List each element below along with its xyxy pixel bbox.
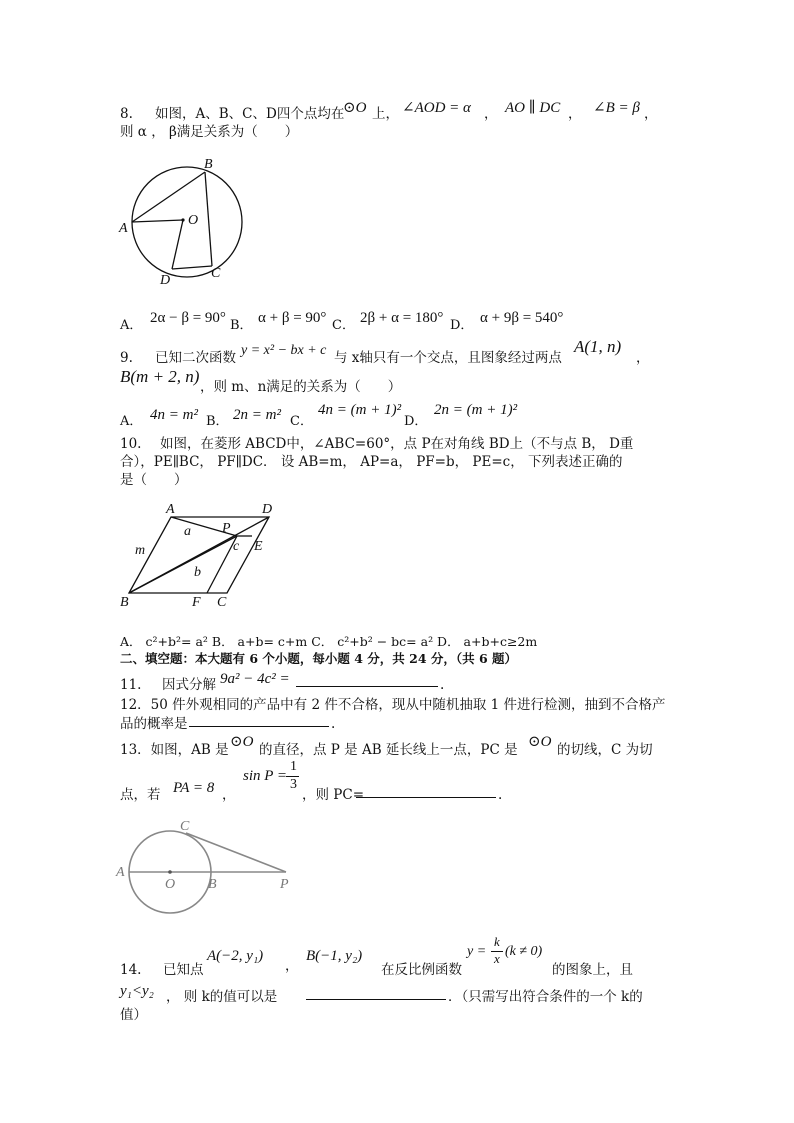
q8-number: 8. bbox=[120, 106, 133, 122]
q8-comma3: ， bbox=[644, 106, 658, 122]
q13-circle-o1: ⊙O bbox=[230, 734, 254, 750]
section2-heading: 二、填空题：本大题有 6 个小题，每小题 4 分，共 24 分，（共 6 题） bbox=[120, 651, 518, 666]
q14-comma: ， bbox=[285, 958, 299, 974]
q10-rhombus-figure bbox=[110, 498, 285, 613]
q8-cond3: ∠B = β bbox=[593, 100, 640, 116]
q13-label-p: P bbox=[280, 877, 289, 892]
q9-func: y = x² − bx + c bbox=[241, 343, 327, 358]
q10-label-m: m bbox=[135, 543, 146, 558]
q8-label-b: B bbox=[204, 157, 213, 172]
q11-answer-blank[interactable] bbox=[296, 674, 438, 687]
q9-option-c-label: C． bbox=[290, 414, 313, 429]
q12-end: . bbox=[331, 716, 336, 732]
q13-frac-den: 3 bbox=[290, 777, 297, 792]
q11-text: 因式分解 bbox=[162, 677, 216, 693]
q13-frac-num: 1 bbox=[290, 759, 297, 774]
q14-text5: ．（只需写出符合条件的一个 k的 bbox=[448, 989, 643, 1005]
q9-option-d: 2n = (m + 1)² bbox=[434, 402, 518, 418]
q11-expr: 9a² − 4c² = bbox=[220, 671, 290, 687]
q13-end: . bbox=[498, 787, 503, 803]
q8-option-a-label: A． bbox=[120, 318, 143, 333]
q8-comma1: ， bbox=[484, 106, 498, 122]
q8-option-a: 2α − β = 90° bbox=[150, 310, 226, 326]
q9-option-b: 2n = m² bbox=[233, 407, 281, 423]
q11-end: . bbox=[440, 677, 445, 693]
q12-line2: 品的概率是 bbox=[120, 716, 188, 732]
q8-text-a: 如图，A、B、C、D四个点均在 bbox=[155, 106, 345, 122]
q14-text1: 已知点 bbox=[163, 962, 204, 978]
q14-cond: y₁<y₂ bbox=[120, 983, 154, 999]
q14-frac-den: x bbox=[494, 951, 500, 966]
q12-answer-blank[interactable] bbox=[189, 714, 329, 727]
q9-option-c: 4n = (m + 1)² bbox=[318, 402, 402, 418]
q10-label-d: D bbox=[262, 502, 273, 517]
q14-text2: 在反比例函数 bbox=[381, 962, 462, 978]
q13-line1-a: 13．如图，AB 是 bbox=[120, 742, 229, 758]
q9-text3: ，则 m、n满足的关系为（ ） bbox=[200, 379, 402, 395]
q14-frac-num: k bbox=[494, 934, 500, 949]
q13-circle-o2: ⊙O bbox=[528, 734, 552, 750]
q14-number: 14. bbox=[120, 962, 142, 978]
q10-label-p: P bbox=[222, 521, 231, 536]
q10-label-a-small: a bbox=[184, 524, 191, 539]
q13-line1-b: 的直径，点 P 是 AB 延长线上一点，PC 是 bbox=[259, 742, 518, 758]
q9-option-d-label: D． bbox=[404, 414, 428, 429]
q13-label-b: B bbox=[208, 877, 217, 892]
q9-point-a: A(1, n) bbox=[574, 337, 622, 356]
q13-label-a: A bbox=[116, 865, 125, 880]
q8-line2: 则 α ， β满足关系为（ ） bbox=[120, 124, 299, 140]
q9-option-a-label: A． bbox=[120, 414, 143, 429]
q13-answer-blank[interactable] bbox=[356, 785, 496, 798]
q14-text4: ， 则 k的值可以是 bbox=[166, 989, 278, 1005]
q13-tangent-figure bbox=[110, 812, 300, 917]
q13-cond1: PA = 8 bbox=[173, 780, 215, 796]
q8-label-o: O bbox=[188, 213, 199, 228]
q11-number: 11. bbox=[120, 677, 142, 693]
q13-label-o: O bbox=[165, 877, 176, 892]
q8-option-c: 2β + α = 180° bbox=[360, 310, 444, 326]
q10-label-e: E bbox=[254, 539, 263, 554]
q9-text2: 与 x轴只有一个交点，且图象经过两点 bbox=[334, 350, 562, 366]
q10-label-c: C bbox=[217, 595, 227, 610]
q13-line2-b: ，则 PC= bbox=[302, 787, 365, 803]
q8-text-b: 上， bbox=[372, 106, 399, 122]
q10-label-c-small: c bbox=[233, 539, 240, 554]
q8-cond2: AO ∥ DC bbox=[505, 100, 561, 116]
q8-option-c-label: C． bbox=[332, 318, 355, 333]
q10-options: A． c²+b²= a² B． a+b= c+m C． c²+b² − bc= a² D． a+b+c≥2m bbox=[120, 634, 538, 649]
q9-comma: ， bbox=[636, 350, 650, 366]
q9-text1: 已知二次函数 bbox=[155, 350, 236, 366]
q10-label-f: F bbox=[192, 595, 201, 610]
q8-label-c: C bbox=[211, 266, 221, 281]
q8-cond1: ∠AOD = α bbox=[402, 100, 471, 116]
q8-option-d-label: D． bbox=[450, 318, 474, 333]
q14-point-a: A(−2, y₁) bbox=[207, 948, 264, 964]
q8-comma2: ， bbox=[568, 106, 582, 122]
q10-label-b-small: b bbox=[194, 565, 201, 580]
q9-point-b: B(m + 2, n) bbox=[120, 367, 200, 386]
q14-line3: 值） bbox=[120, 1007, 147, 1023]
q13-label-c: C bbox=[180, 819, 190, 834]
q9-option-b-label: B． bbox=[206, 414, 229, 429]
q10-label-b: B bbox=[120, 595, 129, 610]
q8-option-b-label: B． bbox=[230, 318, 253, 333]
q10-label-a: A bbox=[166, 502, 175, 517]
q14-answer-blank[interactable] bbox=[306, 987, 446, 1000]
q12-line1: 12．50 件外观相同的产品中有 2 件不合格，现从中随机抽取 1 件进行检测，抽到不合格产 bbox=[120, 697, 666, 713]
q8-label-a: A bbox=[119, 221, 128, 236]
q8-circle-o: ⊙O bbox=[343, 100, 367, 116]
q9-number: 9. bbox=[120, 350, 133, 366]
q13-line2-a: 点，若 bbox=[120, 787, 161, 803]
q9-option-a: 4n = m² bbox=[150, 407, 198, 423]
q14-func-cond: (k ≠ 0) bbox=[505, 944, 543, 959]
q13-comma: ， bbox=[222, 787, 236, 803]
q13-sin: sin P = bbox=[243, 768, 288, 784]
q13-line1-c: 的切线，C 为切 bbox=[557, 742, 653, 758]
q14-text3: 的图象上，且 bbox=[552, 962, 633, 978]
q14-point-b: B(−1, y₂) bbox=[306, 948, 363, 964]
q10-line3: 是（ ） bbox=[120, 472, 188, 488]
q8-label-d: D bbox=[160, 273, 171, 288]
q10-line2: 合），PE∥BC， PF∥DC． 设 AB=m， AP=a， PF=b， PE=c， 下列表述正确的 bbox=[120, 454, 623, 470]
q10-line1: 如图，在菱形 ABCD中，∠ABC=60°，点 P在对角线 BD上（不与点 B， D重 bbox=[160, 436, 634, 452]
q8-option-d: α + 9β = 540° bbox=[480, 310, 564, 326]
q8-circle-figure bbox=[110, 150, 260, 290]
q8-option-b: α + β = 90° bbox=[258, 310, 327, 326]
q10-number: 10. bbox=[120, 436, 142, 452]
q14-func-y: y = bbox=[467, 944, 487, 959]
